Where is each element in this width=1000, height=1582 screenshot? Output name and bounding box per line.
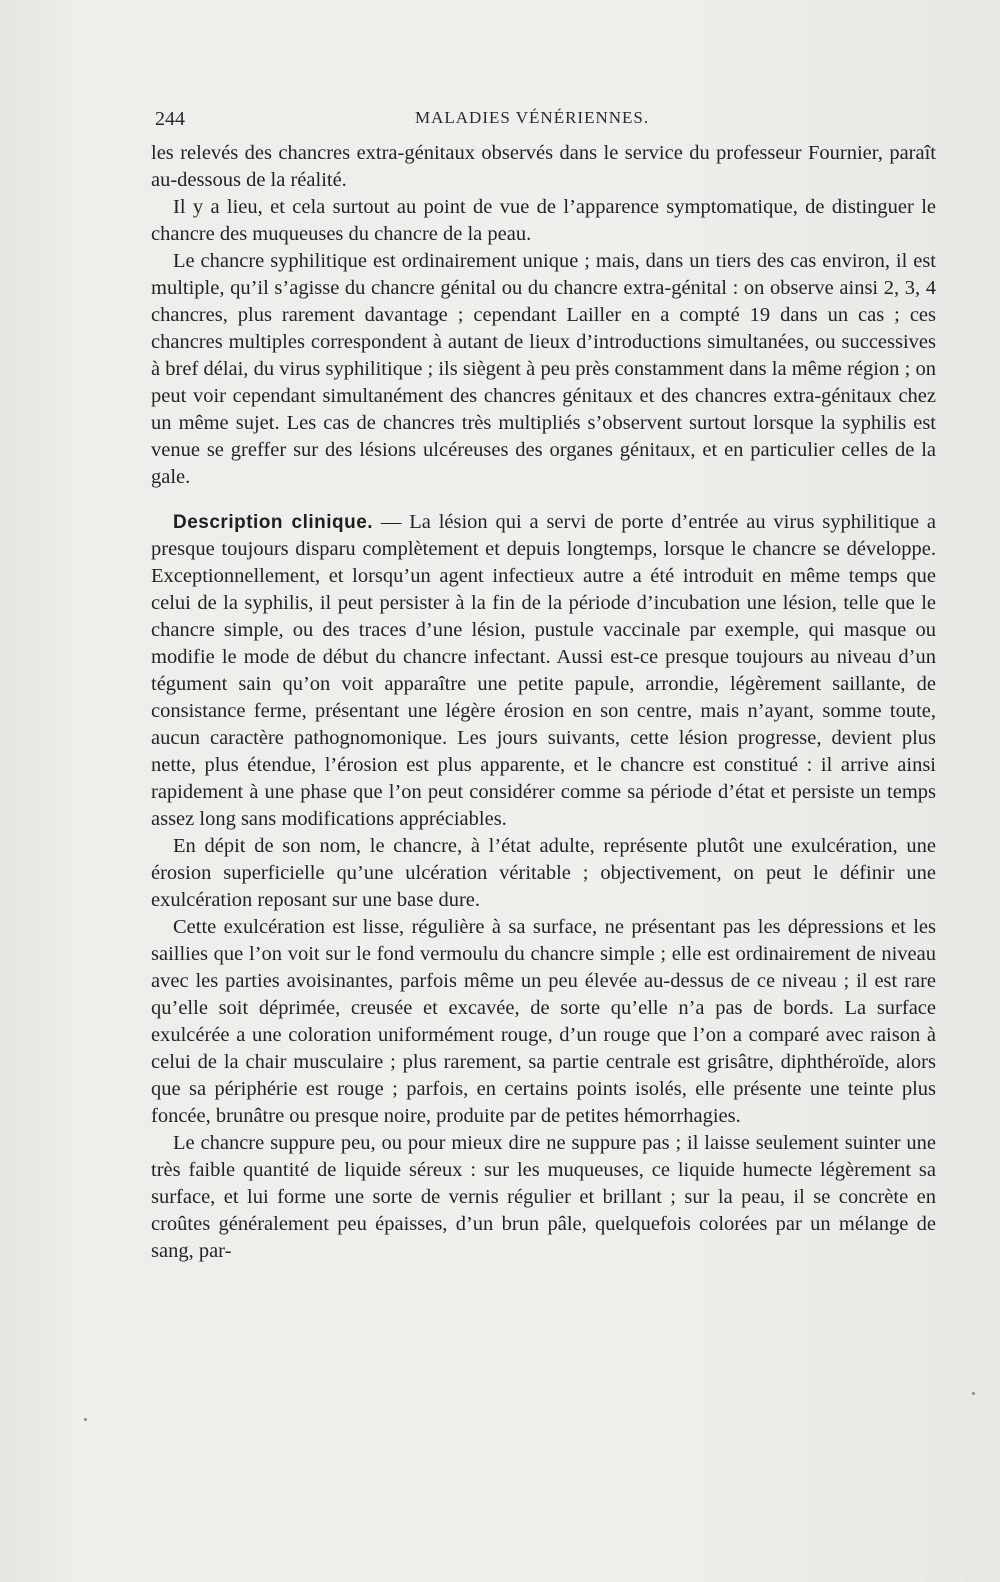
paragraph-chancre-multiple: Le chancre syphilitique est ordinairement unique ; mais, dans un tiers des cas environ, il est multiple, qu’il s’agisse du chancre génital ou du chancre extra-génital : on observe ainsi 2, 3, 4 chancres, plus rarement davantage ; cependant Lailler en a compté 19 dans un cas ; ces chancres multiples correspondent à autant de lieux d’introductions simultanées, ou successives à bref délai, du virus syphilitique ; ils siègent à peu près constamment dans la même région ; on peut voir cependant simultanément des chancres génitaux et des chancres extra-génitaux chez un même sujet. Les cas de chancres très multipliés s’observent surtout lorsque la syphilis est venue se greffer sur des lésions ulcéreuses des organes génitaux, et en particulier celles de la gale. <box>151 250 936 488</box>
paragraph-suppuration: Le chancre suppure peu, ou pour mieux dire ne suppure pas ; il laisse seulement suinter une très faible quantité de liquide séreux : sur les muqueuses, ce liquide humecte légèrement sa surface, et lui forme une sorte de vernis régulier et brillant ; sur la peau, il se concrète en croûtes généralement peu épaisses, d’un brun pâle, quelquefois colorées par un mélange de sang, par- <box>151 1132 936 1262</box>
paragraph-surface: Cette exulcération est lisse, régulière à sa surface, ne présentant pas les dépressions et les saillies que l’on voit sur le fond vermoulu du chancre simple ; elle est ordinairement de niveau avec les parties avoisinantes, parfois même un peu élevée au-dessus de ce niveau ; il est rare qu’elle soit déprimée, creusée et excavée, de sorte qu’elle n’a pas de bords. La surface exulcérée a une coloration uniformément rouge, d’un rouge que l’on a comparé avec raison à celui de la chair musculaire ; plus rarement, sa partie centrale est grisâtre, diphthéroïde, alors que sa périphérie est rouge ; parfois, en certains points isolés, elle présente une teinte plus foncée, brunâtre ou presque noire, produite par de petites hémorrhagies. <box>151 916 936 1127</box>
print-speck <box>972 1392 975 1395</box>
print-speck <box>84 1418 87 1421</box>
paragraph-continuation: les relevés des chancres extra-génitaux observés dans le service du professeur Fournier, paraît au-dessous de la réalité. <box>151 142 936 191</box>
page-number: 244 <box>155 108 185 130</box>
page-header <box>155 108 931 134</box>
paragraph-muqueuses-peau: Il y a lieu, et cela surtout au point de vue de l’apparence symptomatique, de distinguer le chancre des muqueuses du chancre de la peau. <box>151 196 936 245</box>
body-text <box>151 140 936 1265</box>
running-head: MALADIES VÉNÉRIENNES. <box>415 108 650 127</box>
paragraph-exulceration: En dépit de son nom, le chancre, à l’état adulte, représente plutôt une exulcération, une érosion superficielle qu’une ulcération véritable ; objectivement, on peut le définir une exulcération reposant sur une base dure. <box>151 835 936 911</box>
section-heading: Description clinique. <box>173 512 374 533</box>
section-lead-text: — La lésion qui a servi de porte d’entrée au virus syphilitique a presque toujours disparu complètement et depuis longtemps, lorsque le chancre se développe. Exceptionnellement, et lorsqu’un agent infectieux autre a été introduit en même temps que celui de la syphilis, il peut persister à la fin de la période d’incubation une lésion, telle que le chancre simple, ou des traces d’une lésion, pustule vaccinale par exemple, qui masque ou modifie le mode de début du chancre infectant. Aussi est-ce presque toujours au niveau d’un tégument sain qu’on voit apparaître une petite papule, arrondie, légèrement saillante, de consistance ferme, présentant une légère érosion en son centre, mais n’ayant, somme toute, aucun caractère pathognomonique. Les jours suivants, cette lésion progresse, devient plus nette, plus étendue, l’érosion est plus apparente, et le chancre est constitué : il arrive ainsi rapidement à une phase que l’on peut considérer comme sa période d’état et persiste un temps assez long sans modifications appréciables. <box>151 511 936 830</box>
section-description-clinique <box>151 509 936 833</box>
